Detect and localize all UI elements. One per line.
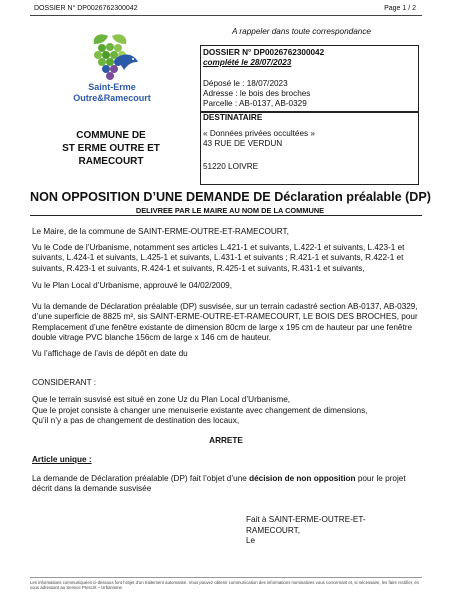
considerant-item-2: Que le projet consiste à changer une menuiserie existante avec changement de dimensions, bbox=[32, 405, 368, 415]
document-title: NON OPPOSITION D’UNE DEMANDE DE Déclaration préalable (DP) bbox=[30, 190, 431, 204]
demande-paragraph: Vu la demande de Déclaration préalable (DP) susvisée, sur un terrain cadastré section AB-0137, AB-0329, d’une superficie de 8825 m², sis SAINT-ERME-OUTRE-ET-RAMECOURT, LE BOIS DES BROCHES, pour Remplacement d’une fenêtre existante de dimension 80cm de large x 195 cm de hauteur par une fenêtre double vitrage PVC blanche 156cm de large x 146 cm de hauteur. bbox=[32, 302, 418, 343]
header-dossier: DOSSIER N° DP0026762300042 bbox=[34, 5, 138, 12]
logo-wordmark bbox=[60, 82, 164, 104]
commune-line-2: ST ERME OUTRE ET bbox=[62, 143, 160, 154]
affichage-line: Vu l’affichage de l’avis de dépôt en date du bbox=[32, 349, 188, 358]
considerant-heading: CONSIDERANT : bbox=[32, 378, 96, 387]
destinataire-title: DESTINATAIRE bbox=[203, 113, 263, 122]
decision-text-bold: décision de non opposition bbox=[249, 474, 356, 483]
logo-line-2: Outre&Ramecourt bbox=[73, 93, 151, 103]
arrete-heading: ARRETE bbox=[209, 436, 243, 445]
document-subtitle: DELIVREE PAR LE MAIRE AU NOM DE LA COMMUNE bbox=[135, 206, 325, 215]
decision-text-pre: La demande de Déclaration préalable (DP) fait l’objet d’une bbox=[32, 474, 250, 483]
depose-date: Déposé le : 18/07/2023 bbox=[203, 79, 288, 88]
commune-name bbox=[46, 129, 176, 168]
header-page-number: Page 1 / 2 bbox=[384, 5, 416, 12]
header-divider bbox=[30, 15, 422, 16]
dossier-info-box bbox=[200, 45, 419, 113]
destinataire-street: 43 RUE DE VERDUN bbox=[203, 139, 283, 148]
maire-line: Le Maire, de la commune de SAINT-ERME-OUTRE-ET-RAMECOURT, bbox=[32, 227, 289, 236]
destinataire-city: 51220 LOIVRE bbox=[203, 162, 259, 171]
footer-divider bbox=[30, 577, 422, 578]
commune-line-3: RAMECOURT bbox=[78, 156, 144, 167]
article-heading: Article unique : bbox=[32, 455, 92, 464]
decision-paragraph bbox=[32, 474, 420, 495]
plu-line: Vu le Plan Local d’Urbanisme, approuvé le 04/02/2009, bbox=[32, 281, 232, 290]
considerant-item-3: Qu’il n’y a pas de changement de destination des locaux, bbox=[32, 416, 240, 425]
signature-place-line-1: Fait à SAINT-ERME-OUTRE-ET- bbox=[246, 515, 366, 524]
code-urbanisme-paragraph: Vu le Code de l’Urbanisme, notamment ses articles L.421-1 et suivants, L.422-1 et suivants, L.423-1 et suivants, L.424-1 et suivants, L.425-1 et suivants, L.431-1 et suivants ; R.421-1 et suivants, R.422-1 et suivants, R.423-1 et suivants, R.424-1 et suivants, R.425-1 et suivants, R.431-1 et suivants, bbox=[32, 243, 405, 273]
dossier-complete-date: complété le 28/07/2023 bbox=[203, 58, 292, 67]
decision-text-post: pour le projet décrit dans la demande susvisée bbox=[32, 474, 406, 494]
logo-line-1: Saint-Erme bbox=[88, 82, 136, 92]
footer-notice: Les informations communiquées ci-dessous font l’objet d’un traitement automatisé. Vous pouvez obtenir communication des informations nominatives vous concernant et, si nécessaire, les faire rectifier, en vous adressant au Service Prescrit – Urbanisme. bbox=[30, 580, 420, 591]
commune-logo-grapes-bird-icon bbox=[78, 32, 146, 88]
dossier-number: DOSSIER N° DP0026762300042 bbox=[203, 48, 325, 57]
destinataire-box bbox=[200, 111, 419, 185]
destinataire-private: « Données privées occultées » bbox=[203, 129, 315, 138]
signature-date: Le bbox=[246, 536, 256, 545]
parcelle: Parcelle : AB-0137, AB-0329 bbox=[203, 99, 307, 108]
title-divider bbox=[30, 215, 422, 216]
commune-line-1: COMMUNE DE bbox=[76, 130, 146, 141]
recall-note: A rappeler dans toute correspondance bbox=[232, 27, 371, 36]
considerant-item-1: Que le terrain susvisé est situé en zone Uz du Plan Local d’Urbanisme, bbox=[32, 395, 291, 404]
adresse: Adresse : le bois des broches bbox=[203, 89, 311, 98]
signature-place-line-2: RAMECOURT, bbox=[246, 525, 300, 535]
